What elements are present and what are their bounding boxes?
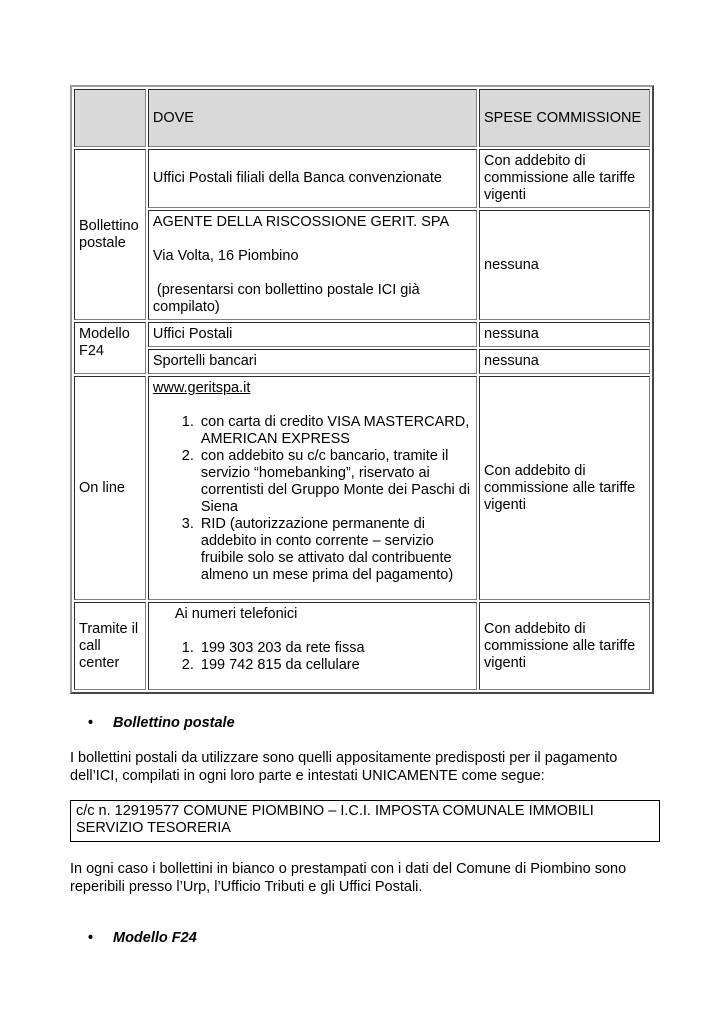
cell-spese: nessuna (479, 210, 650, 320)
list-item: 2. 199 742 815 da cellulare (198, 657, 472, 674)
bullet-icon: • (88, 715, 94, 731)
table-row (74, 349, 650, 374)
paragraph: I bollettini postali da utilizzare sono quelli appositamente predisposti per il pagamento dell’ICI, compilati in ogni loro parte e intestati UNICAMENTE come segue: (70, 750, 618, 784)
table-row (74, 602, 650, 690)
row-label-online: On line (74, 376, 146, 600)
paragraph: In ogni caso i bollettini in bianco o prestampati con i dati del Comune di Piombino sono reperibili presso l’Urp, l’Ufficio Tributi e gli Uffici Postali. (70, 861, 627, 895)
online-methods-list (153, 414, 472, 584)
call-intro: Ai numeri telefonici (174, 606, 298, 622)
list-item: 2. con addebito su c/c bancario, tramite il servizio “homebanking”, riservato ai correntisti del Gruppo Monte dei Paschi di Siena (198, 448, 472, 516)
account-box: c/c n. 12919577 COMUNE PIOMBINO – I.C.I. IMPOSTA COMUNALE IMMOBILI SERVIZIO TESORERIA (70, 800, 660, 842)
agente-address: Via Volta, 16 Piombino (152, 248, 299, 264)
list-item: 1. con carta di credito VISA MASTERCARD, AMERICAN EXPRESS (198, 414, 472, 448)
section-title: Modello F24 (113, 930, 197, 946)
cell-dove: Uffici Postali (148, 322, 477, 347)
list-item: 1. 199 303 203 da rete fissa (198, 640, 472, 657)
list-item: 3. RID (autorizzazione permanente di addebito in conto corrente – servizio fruibile solo se attivato dal contribuente almeno un mese prima del pagamento) (198, 516, 472, 584)
cell-dove-call (148, 602, 477, 690)
table-row (74, 322, 650, 347)
cell-dove-online (148, 376, 477, 600)
table-row (74, 210, 650, 320)
table-row (74, 149, 650, 208)
cell-spese: nessuna (479, 349, 650, 374)
bullet-icon: • (88, 930, 94, 946)
table-row (74, 376, 650, 600)
section-heading-bollettino (88, 715, 235, 731)
table-header-row (74, 89, 650, 147)
header-cell-dove: DOVE (148, 89, 477, 147)
row-label-call-center: Tramite il call center (74, 602, 146, 690)
row-label-bollettino: Bollettino postale (74, 149, 146, 320)
section-title: Bollettino postale (113, 715, 235, 731)
cell-dove: Sportelli bancari (148, 349, 477, 374)
agente-note: (presentarsi con bollettino postale ICI già compilato) (152, 282, 424, 315)
geritspa-link[interactable]: www.geritspa.it (152, 380, 251, 396)
payment-methods-table (70, 85, 654, 694)
cell-dove-agente (148, 210, 477, 320)
row-label-f24: Modello F24 (74, 322, 146, 374)
agente-name: AGENTE DELLA RISCOSSIONE GERIT. SPA (152, 214, 450, 230)
phone-numbers-list (153, 640, 472, 674)
cell-spese: Con addebito di commissione alle tariffe vigenti (479, 602, 650, 690)
header-cell-spese: SPESE COMMISSIONE (479, 89, 650, 147)
cell-spese: nessuna (479, 322, 650, 347)
cell-dove: Uffici Postali filiali della Banca convenzionate (148, 149, 477, 208)
cell-spese: Con addebito di commissione alle tariffe vigenti (479, 149, 650, 208)
cell-spese: Con addebito di commissione alle tariffe vigenti (479, 376, 650, 600)
section-heading-f24 (88, 930, 197, 946)
header-cell-empty (74, 89, 146, 147)
